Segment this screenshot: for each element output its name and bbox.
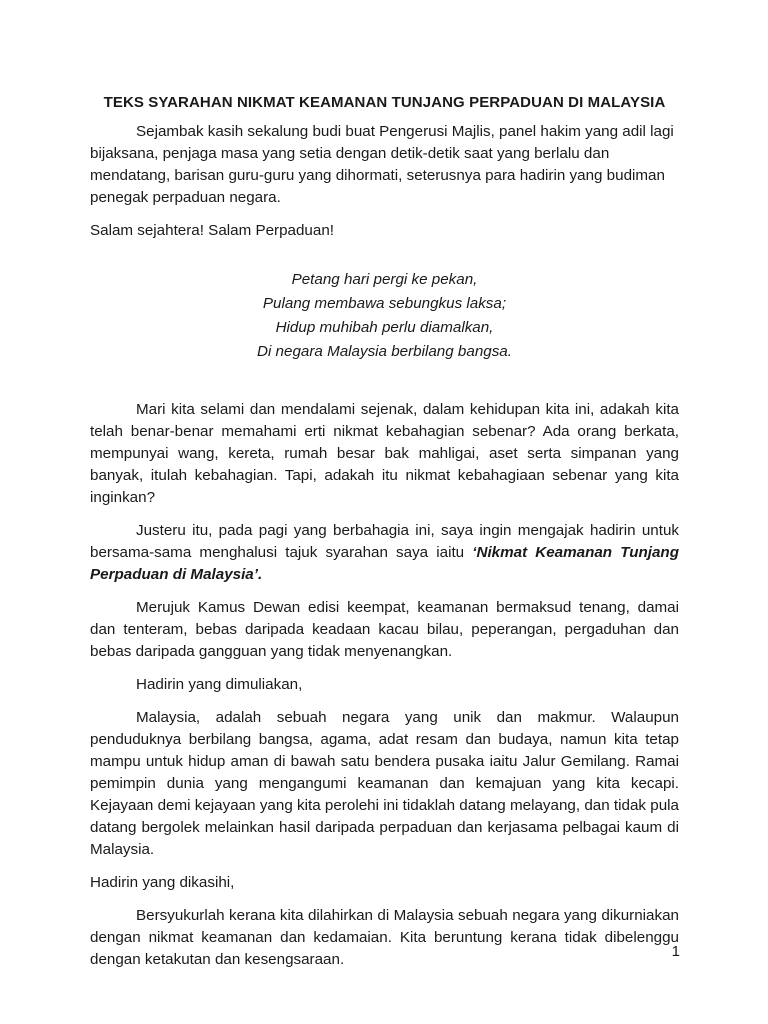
speech-topic-emphasis: ‘Nikmat Keamanan Tunjang Perpaduan di Malaysia’. [90,544,679,583]
pantun-line-2: Pulang membawa sebungkus laksa; [262,295,507,312]
opening-paragraph: Sejambak kasih sekalung budi buat Pengerusi Majlis, panel hakim yang adil lagi bijaksana, penjaga masa yang setia dengan detik-detik saat yang berlalu dan mendatang, barisan guru-guru yang dihormati, seterusnya para hadirin yang budiman penegak perpaduan negara. [90,123,674,206]
document-title: TEKS SYARAHAN NIKMAT KEAMANAN TUNJANG PERPADUAN DI MALAYSIA [103,94,666,111]
pantun-line-1: Petang hari pergi ke pekan, [291,271,478,288]
address-line-1: Hadirin yang dimuliakan, [136,676,303,693]
pantun-line-3: Hidup muhibah perlu diamalkan, [275,319,494,336]
document-body [90,92,679,982]
paragraph-definition: Merujuk Kamus Dewan edisi keempat, keamanan bermaksud tenang, damai dan tenteram, bebas daripada keadaan kacau bilau, peperangan, pergaduhan dan bebas daripada gangguan yang tidak menyenangkan. [90,599,679,660]
topic-lead-text: Justeru itu, pada pagi yang berbahagia ini, saya ingin mengajak hadirin untuk bersama-sama menghalusi tajuk syarahan saya iaitu [90,522,679,561]
paragraph-malaysia: Malaysia, adalah sebuah negara yang unik dan makmur. Walaupun penduduknya berbilang bangsa, agama, adat resam dan budaya, namun kita tetap mampu untuk hidup aman di bawah satu bendera pusaka iaitu Jalur Gemilang. Ramai pemimpin dunia yang mengangumi keamanan dan kemajuan yang kita kecapi. Kejayaan demi kejayaan yang kita perolehi ini tidaklah datang melayang, dan tidak pula datang bergolek melainkan hasil daripada perpaduan dan kerjasama pelbagai kaum di Malaysia. [90,709,679,858]
greeting-line: Salam sejahtera! Salam Perpaduan! [90,222,334,239]
pantun-line-4: Di negara Malaysia berbilang bangsa. [257,343,512,360]
paragraph-happiness: Mari kita selami dan mendalami sejenak, dalam kehidupan kita ini, adakah kita telah benar-benar memahami erti nikmat kebahagian sebenar? Ada orang berkata, mempunyai wang, kereta, rumah besar bak mahligai, aset serta simpanan yang banyak, itulah kebahagian. Tapi, adakah itu nikmat kebahagiaan sebenar yang kita inginkan? [90,401,679,506]
pantun-verse [90,268,679,364]
page-number: 1 [671,943,680,960]
paragraph-topic [90,520,679,586]
paragraph-gratitude: Bersyukurlah kerana kita dilahirkan di Malaysia sebuah negara yang dikurniakan dengan nikmat keamanan dan kedamaian. Kita beruntung kerana tidak dibelenggu dengan ketakutan dan kesengsaraan. [90,907,679,968]
address-line-2: Hadirin yang dikasihi, [90,874,235,891]
